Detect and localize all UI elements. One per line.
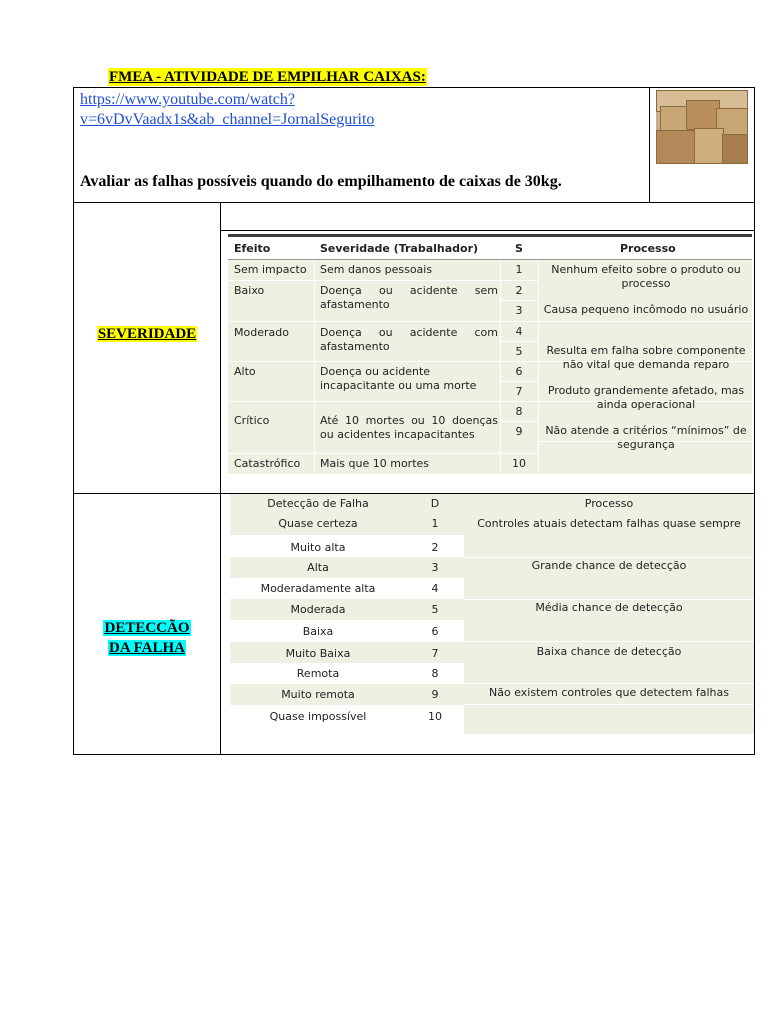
header-processo: Processo: [620, 242, 676, 255]
d-score: 4: [431, 582, 439, 595]
header-efeito: Efeito: [234, 242, 271, 255]
d-score: 1: [431, 517, 439, 530]
d-score: 7: [431, 647, 439, 660]
d-score: 2: [431, 541, 439, 554]
intro-text-content: Avaliar as falhas possíveis quando do empilhamento de caixas de 30kg.: [80, 173, 562, 190]
detection-processo-cell: Grande chance de detecção: [531, 559, 687, 572]
s-score: 3: [515, 304, 523, 317]
deteccao-cell: Quase impossível: [269, 710, 367, 723]
document-title: FMEA - ATIVIDADE DE EMPILHAR CAIXAS:: [109, 69, 426, 85]
s-score: 6: [515, 365, 523, 378]
d-score: 8: [431, 667, 439, 680]
severity-top-divider: [220, 230, 754, 231]
header-d: D: [430, 497, 440, 510]
efeito-cell: Alto: [234, 365, 256, 378]
detection-label-line1: DETECCÃO: [104, 620, 190, 636]
detection-label: [74, 618, 220, 658]
s-score: 7: [515, 385, 523, 398]
table-row: [230, 599, 464, 620]
header-s: S: [515, 242, 523, 255]
s-score: 10: [512, 457, 526, 470]
table-row: [230, 557, 464, 578]
detection-processo-cell: Média chance de detecção: [535, 601, 683, 614]
severidade-cell: Doença ou acidente sem afastamento: [320, 284, 498, 311]
table-row: [230, 536, 464, 557]
efeito-cell: Moderado: [234, 326, 289, 339]
youtube-link-line1[interactable]: https://www.youtube.com/watch?: [80, 91, 295, 108]
header-processo: Processo: [584, 497, 634, 510]
deteccao-cell: Baixa: [302, 625, 334, 638]
intro-links: [80, 90, 650, 130]
d-score: 10: [428, 710, 442, 723]
label-column-divider: [220, 202, 221, 754]
processo-cell: Resulta em falha sobre componente não vital que demanda reparo: [546, 344, 746, 371]
severity-table: [228, 234, 752, 474]
severidade-cell: Mais que 10 mortes: [320, 457, 430, 470]
detection-header-row: [230, 494, 754, 515]
severidade-cell: Doença ou acidente incapacitante ou uma morte: [320, 365, 477, 392]
deteccao-cell: Remota: [296, 667, 340, 680]
detection-processo-cell: Não existem controles que detectem falhas: [489, 686, 729, 699]
table-row: [230, 684, 464, 705]
detection-processo-cell: Baixa chance de detecção: [536, 645, 682, 658]
severity-header-row: [228, 239, 752, 260]
severity-label: SEVERIDADE: [97, 326, 197, 342]
table-row: [230, 642, 464, 663]
efeito-cell: Crítico: [234, 414, 270, 427]
processo-cell: Produto grandemente afetado, mas ainda operacional: [547, 384, 745, 411]
detection-label-line2: DA FALHA: [109, 640, 185, 656]
s-score: 9: [515, 425, 523, 438]
cardboard-boxes-photo: [656, 90, 748, 164]
efeito-cell: Sem impacto: [234, 263, 307, 276]
fmea-table: [73, 87, 755, 755]
severity-body: [228, 260, 752, 474]
table-row: [230, 620, 464, 642]
header-deteccao: Detecção de Falha: [267, 497, 369, 510]
processo-cell: Causa pequeno incômodo no usuário: [543, 303, 749, 316]
intro-text: [80, 173, 562, 191]
s-score: 5: [515, 345, 523, 358]
processo-cell: Nenhum efeito sobre o produto ou processo: [551, 263, 741, 290]
table-row: [230, 514, 464, 535]
d-score: 5: [431, 603, 439, 616]
table-row: [230, 578, 464, 599]
deteccao-cell: Quase certeza: [278, 517, 358, 530]
efeito-cell: Catastrófico: [234, 457, 301, 470]
detection-table: [230, 494, 754, 734]
deteccao-cell: Muito Baixa: [285, 647, 351, 660]
deteccao-cell: Moderada: [290, 603, 346, 616]
processo-cell: Não atende a critérios “mínimos” de segurança: [545, 424, 747, 451]
d-score: 9: [431, 688, 439, 701]
s-score: 4: [515, 325, 523, 338]
deteccao-cell: Muito remota: [281, 688, 355, 701]
table-row: [230, 663, 464, 684]
s-score: 2: [515, 284, 523, 297]
d-score: 6: [431, 625, 439, 638]
d-score: 3: [431, 561, 439, 574]
deteccao-cell: Moderadamente alta: [260, 582, 376, 595]
header-severidade: Severidade (Trabalhador): [320, 242, 479, 255]
s-score: 8: [515, 405, 523, 418]
detection-process-column: [464, 514, 754, 734]
efeito-cell: Baixo: [234, 284, 265, 297]
detection-processo-cell: Controles atuais detectam falhas quase sempre: [477, 517, 741, 530]
s-score: 1: [515, 263, 523, 276]
severidade-cell: Sem danos pessoais: [320, 263, 433, 276]
deteccao-cell: Muito alta: [290, 541, 346, 554]
table-row: [230, 705, 464, 729]
severidade-cell: Até 10 mortes ou 10 doenças ou acidentes incapacitantes: [320, 414, 498, 441]
deteccao-cell: Alta: [307, 561, 329, 574]
row-divider-1: [74, 202, 754, 203]
youtube-link-line2[interactable]: v=6vDvVaadx1s&ab_channel=JornalSegurito: [80, 111, 375, 128]
severidade-cell: Doença ou acidente com afastamento: [320, 326, 498, 353]
